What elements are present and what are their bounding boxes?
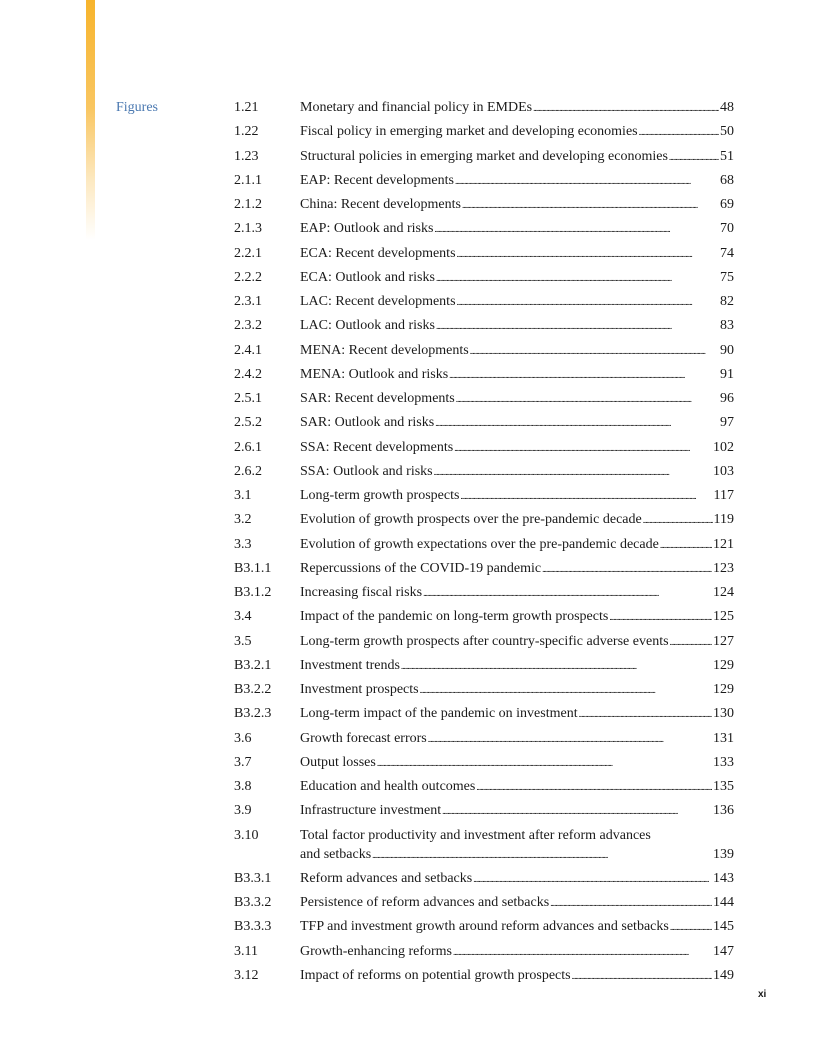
figure-number: B3.2.1	[234, 657, 272, 673]
entry-body	[300, 147, 734, 167]
page-ref: 129	[713, 657, 734, 673]
figure-title: Output losses	[300, 754, 376, 770]
entry-line	[300, 316, 734, 336]
leader-dots	[457, 244, 719, 264]
page-ref: 124	[713, 585, 734, 600]
leader-dots	[372, 845, 712, 865]
figure-number: 1.21	[234, 100, 259, 115]
entry-line	[300, 365, 734, 385]
entry-body	[300, 559, 734, 579]
entry-line	[300, 607, 734, 627]
page-ref: 91	[720, 366, 734, 382]
page-ref: 51	[720, 148, 734, 164]
entry-line	[300, 656, 734, 676]
leader-dots	[436, 268, 719, 288]
entry-body	[300, 535, 734, 555]
entry-body	[300, 413, 734, 433]
figure-title-line1: Total factor productivity and investment after reform advances	[300, 827, 651, 843]
figure-number: B3.3.2	[234, 895, 272, 910]
page-ref: 139	[713, 846, 734, 862]
figure-number: 3.4	[234, 609, 252, 625]
page-ref: 68	[720, 172, 734, 188]
figure-number: B3.3.1	[234, 870, 272, 886]
leader-dots	[643, 510, 713, 530]
figure-number: 3.5	[234, 633, 252, 649]
entry-line	[300, 389, 734, 409]
page-ref: 125	[713, 609, 734, 625]
entry-line	[300, 413, 734, 433]
entry-line	[300, 122, 734, 142]
entry-body	[300, 438, 734, 458]
toc-entry[interactable]	[234, 316, 734, 336]
page-ref: 82	[720, 294, 734, 309]
entry-body	[300, 244, 734, 264]
entry-line	[300, 292, 734, 312]
entry-line	[300, 195, 734, 215]
entry-body	[300, 607, 734, 627]
page-ref: 70	[720, 221, 734, 237]
entry-body	[300, 680, 734, 700]
figure-title: Growth forecast errors	[300, 730, 427, 746]
entry-line	[300, 869, 734, 889]
figure-title: SSA: Outlook and risks	[300, 463, 433, 479]
entry-line	[300, 219, 734, 239]
figure-number: 1.22	[234, 124, 259, 140]
toc-entry[interactable]	[234, 438, 734, 458]
leader-dots	[550, 893, 712, 913]
figure-title: China: Recent developments	[300, 197, 461, 212]
figure-title: EAP: Outlook and risks	[300, 221, 434, 237]
figure-number: 2.4.2	[234, 366, 262, 382]
toc-entry[interactable]	[234, 917, 734, 937]
entry-body	[300, 777, 734, 797]
toc-entry[interactable]	[234, 535, 734, 555]
figure-title: Impact of reforms on potential growth prospects	[300, 967, 571, 983]
figure-number: 2.6.1	[234, 439, 262, 455]
figure-title: Long-term growth prospects after country-specific adverse events	[300, 633, 669, 649]
toc-entry[interactable]	[234, 98, 734, 118]
entry-line	[300, 801, 734, 821]
leader-dots	[442, 801, 712, 821]
leader-dots	[670, 917, 712, 937]
leader-dots	[473, 869, 712, 889]
page-ref: 145	[713, 919, 734, 935]
figure-number: 3.11	[234, 943, 258, 959]
page-ref: 90	[720, 342, 734, 358]
entry-line	[300, 632, 734, 652]
toc-entry[interactable]	[234, 147, 734, 167]
page-ref: 130	[713, 706, 734, 722]
leader-dots	[455, 171, 719, 191]
toc-entry[interactable]	[234, 729, 734, 749]
entry-line	[300, 845, 734, 865]
leader-dots	[434, 462, 712, 482]
toc-entry[interactable]	[234, 777, 734, 797]
toc-entry[interactable]	[234, 607, 734, 627]
figure-title: Infrastructure investment	[300, 803, 442, 819]
entry-body	[300, 341, 734, 361]
figure-title: Monetary and financial policy in EMDEs	[300, 100, 533, 115]
entry-line	[300, 535, 734, 555]
figure-number: 3.8	[234, 779, 252, 794]
figure-title: ECA: Recent developments	[300, 245, 456, 261]
toc-entry[interactable]	[234, 122, 734, 142]
page-ref: 143	[713, 870, 734, 886]
figure-number: 3.1	[234, 488, 252, 503]
entry-line	[300, 704, 734, 724]
leader-dots	[542, 559, 712, 579]
toc-entry[interactable]	[234, 942, 734, 962]
page-number: xi	[758, 989, 767, 1000]
toc-entry[interactable]	[234, 893, 734, 913]
page-ref: 136	[713, 803, 734, 819]
entry-line	[300, 171, 734, 191]
toc-entry[interactable]	[234, 559, 734, 579]
leader-dots	[377, 753, 712, 773]
toc-entry[interactable]	[234, 704, 734, 724]
leader-dots	[669, 147, 719, 167]
entry-line	[300, 268, 734, 288]
leader-dots	[660, 535, 712, 555]
entry-body	[300, 316, 734, 336]
toc-entry[interactable]	[234, 656, 734, 676]
figure-title: Increasing fiscal risks	[300, 585, 423, 600]
leader-dots	[456, 389, 719, 409]
figure-number: 3.3	[234, 536, 252, 552]
entry-body	[300, 942, 734, 962]
figure-title: Education and health outcomes	[300, 779, 476, 794]
page-ref: 133	[713, 754, 734, 770]
page-ref: 121	[713, 536, 734, 552]
entry-line	[300, 244, 734, 264]
entry-line	[300, 462, 734, 482]
figure-title: Persistence of reform advances and setbacks	[300, 895, 550, 910]
section-label: Figures	[116, 100, 158, 115]
toc-entry[interactable]	[234, 244, 734, 264]
entry-body	[300, 893, 734, 913]
figure-title: Evolution of growth prospects over the pre-pandemic decade	[300, 512, 642, 528]
figure-number: B3.1.1	[234, 560, 272, 576]
entry-body	[300, 122, 734, 142]
entry-line	[300, 680, 734, 700]
entry-body	[300, 486, 734, 506]
leader-dots	[449, 365, 719, 385]
entry-line	[300, 147, 734, 167]
entry-body	[300, 656, 734, 676]
entry-line	[300, 510, 734, 530]
leader-dots	[609, 607, 712, 627]
toc-entry[interactable]	[234, 801, 734, 821]
entry-body	[300, 632, 734, 652]
toc-entry[interactable]	[234, 341, 734, 361]
toc-entry[interactable]	[234, 219, 734, 239]
entry-body	[300, 389, 734, 409]
entry-body	[300, 219, 734, 239]
figure-title: SAR: Recent developments	[300, 391, 455, 406]
figure-title: Repercussions of the COVID-19 pandemic	[300, 560, 542, 576]
entry-body	[300, 583, 734, 603]
toc-entry[interactable]	[234, 462, 734, 482]
leader-dots	[423, 583, 712, 603]
page-ref: 83	[720, 318, 734, 334]
page-ref: 149	[713, 967, 734, 983]
page-ref: 48	[720, 100, 734, 115]
leader-dots	[436, 316, 719, 336]
toc-entry[interactable]	[234, 753, 734, 773]
toc-entry[interactable]	[234, 680, 734, 700]
leader-dots	[670, 632, 712, 652]
figure-title: Long-term impact of the pandemic on investment	[300, 706, 578, 722]
entry-line	[300, 893, 734, 913]
figure-title: SAR: Outlook and risks	[300, 415, 435, 431]
page-ref: 75	[720, 269, 734, 285]
entry-body	[300, 510, 734, 530]
toc-entry[interactable]	[234, 869, 734, 889]
leader-dots	[533, 98, 719, 118]
figure-number: 2.4.1	[234, 342, 262, 358]
toc-entry[interactable]	[234, 966, 734, 986]
figure-title: Growth-enhancing reforms	[300, 943, 453, 959]
page-ref: 74	[720, 245, 734, 261]
entry-body	[300, 268, 734, 288]
entry-line	[300, 942, 734, 962]
figure-number: B3.2.2	[234, 682, 272, 697]
entry-body	[300, 292, 734, 312]
figure-number: 2.1.1	[234, 172, 262, 188]
leader-dots	[453, 942, 712, 962]
page-ref: 131	[713, 730, 734, 746]
page-ref: 129	[713, 682, 734, 697]
figure-title: MENA: Recent developments	[300, 342, 469, 358]
toc-entry[interactable]	[234, 171, 734, 191]
figure-title: Long-term growth prospects	[300, 488, 460, 503]
leader-dots	[639, 122, 719, 142]
entry-line	[300, 917, 734, 937]
page-ref: 102	[713, 439, 734, 455]
entry-line	[300, 753, 734, 773]
entry-body	[300, 753, 734, 773]
figure-title: Reform advances and setbacks	[300, 870, 473, 886]
entry-body	[300, 826, 734, 865]
figure-number: 2.3.2	[234, 318, 262, 334]
entry-line	[300, 486, 734, 506]
page-ref: 127	[713, 633, 734, 649]
entry-body	[300, 365, 734, 385]
figure-number: 2.1.2	[234, 197, 262, 212]
figure-number: 3.12	[234, 967, 259, 983]
page-ref: 147	[713, 943, 734, 959]
toc-entry[interactable]	[234, 510, 734, 530]
toc-entry[interactable]	[234, 826, 734, 865]
entry-line	[300, 438, 734, 458]
figure-number: 3.2	[234, 512, 252, 528]
leader-dots	[470, 341, 719, 361]
figure-title: Impact of the pandemic on long-term growth prospects	[300, 609, 609, 625]
figure-number: B3.2.3	[234, 706, 272, 722]
entry-body	[300, 98, 734, 118]
figure-number: B3.3.3	[234, 919, 272, 935]
entry-body	[300, 729, 734, 749]
entry-line	[300, 98, 734, 118]
figure-title: Evolution of growth expectations over the pre-pandemic decade	[300, 536, 659, 552]
entry-line	[300, 729, 734, 749]
leader-dots	[434, 219, 719, 239]
figure-number: 1.23	[234, 148, 259, 164]
leader-dots	[428, 729, 712, 749]
leader-dots	[476, 777, 712, 797]
figure-number: 2.2.2	[234, 269, 262, 285]
toc-entry[interactable]	[234, 486, 734, 506]
figure-number: 2.5.1	[234, 391, 262, 406]
entry-line	[300, 583, 734, 603]
page-ref: 50	[720, 124, 734, 140]
page-ref: 123	[713, 560, 734, 576]
leader-dots	[401, 656, 712, 676]
leader-dots	[454, 438, 712, 458]
entry-line	[300, 341, 734, 361]
figure-title: ECA: Outlook and risks	[300, 269, 435, 285]
leader-dots	[460, 486, 712, 506]
figure-title: Structural policies in emerging market and developing economies	[300, 148, 668, 164]
figure-title: LAC: Recent developments	[300, 294, 456, 309]
entry-body	[300, 917, 734, 937]
figure-number: B3.1.2	[234, 585, 272, 600]
entry-body	[300, 704, 734, 724]
figure-title: and setbacks	[300, 846, 372, 862]
entry-body	[300, 195, 734, 215]
toc-entry[interactable]	[234, 632, 734, 652]
figure-number: 3.9	[234, 803, 252, 819]
toc-entry[interactable]	[234, 292, 734, 312]
decorative-accent-bar	[86, 0, 95, 240]
page-ref: 117	[713, 488, 734, 503]
toc-entry[interactable]	[234, 365, 734, 385]
figure-title: Investment prospects	[300, 682, 419, 697]
figure-title: SSA: Recent developments	[300, 439, 454, 455]
toc-entry[interactable]	[234, 389, 734, 409]
toc-entry[interactable]	[234, 268, 734, 288]
figures-list	[234, 98, 734, 990]
page-ref: 97	[720, 415, 734, 431]
page-ref: 119	[713, 512, 734, 528]
figure-title: MENA: Outlook and risks	[300, 366, 449, 382]
entry-line	[300, 559, 734, 579]
figure-title: TFP and investment growth around reform advances and setbacks	[300, 919, 669, 935]
leader-dots	[420, 680, 712, 700]
figure-number: 3.7	[234, 754, 252, 770]
toc-entry[interactable]	[234, 583, 734, 603]
entry-body	[300, 869, 734, 889]
toc-entry[interactable]	[234, 195, 734, 215]
figure-number: 2.6.2	[234, 463, 262, 479]
figure-title: Fiscal policy in emerging market and developing economies	[300, 124, 638, 140]
entry-line	[300, 966, 734, 986]
figure-number: 2.1.3	[234, 221, 262, 237]
page-ref: 144	[713, 895, 734, 910]
leader-dots	[572, 966, 712, 986]
entry-line	[300, 777, 734, 797]
figure-number: 3.6	[234, 730, 252, 746]
entry-body	[300, 462, 734, 482]
page-ref: 96	[720, 391, 734, 406]
page-ref: 69	[720, 197, 734, 212]
entry-body	[300, 801, 734, 821]
page-ref: 103	[713, 463, 734, 479]
page-ref: 135	[713, 779, 734, 794]
leader-dots	[462, 195, 719, 215]
figure-title: Investment trends	[300, 657, 400, 673]
figure-number: 2.3.1	[234, 294, 262, 309]
entry-body	[300, 171, 734, 191]
leader-dots	[457, 292, 719, 312]
figure-number: 2.2.1	[234, 245, 262, 261]
figure-number: 3.10	[234, 827, 259, 843]
figure-title: EAP: Recent developments	[300, 172, 454, 188]
leader-dots	[579, 704, 712, 724]
leader-dots	[435, 413, 719, 433]
entry-body	[300, 966, 734, 986]
figure-title: LAC: Outlook and risks	[300, 318, 435, 334]
toc-entry[interactable]	[234, 413, 734, 433]
figure-number: 2.5.2	[234, 415, 262, 431]
